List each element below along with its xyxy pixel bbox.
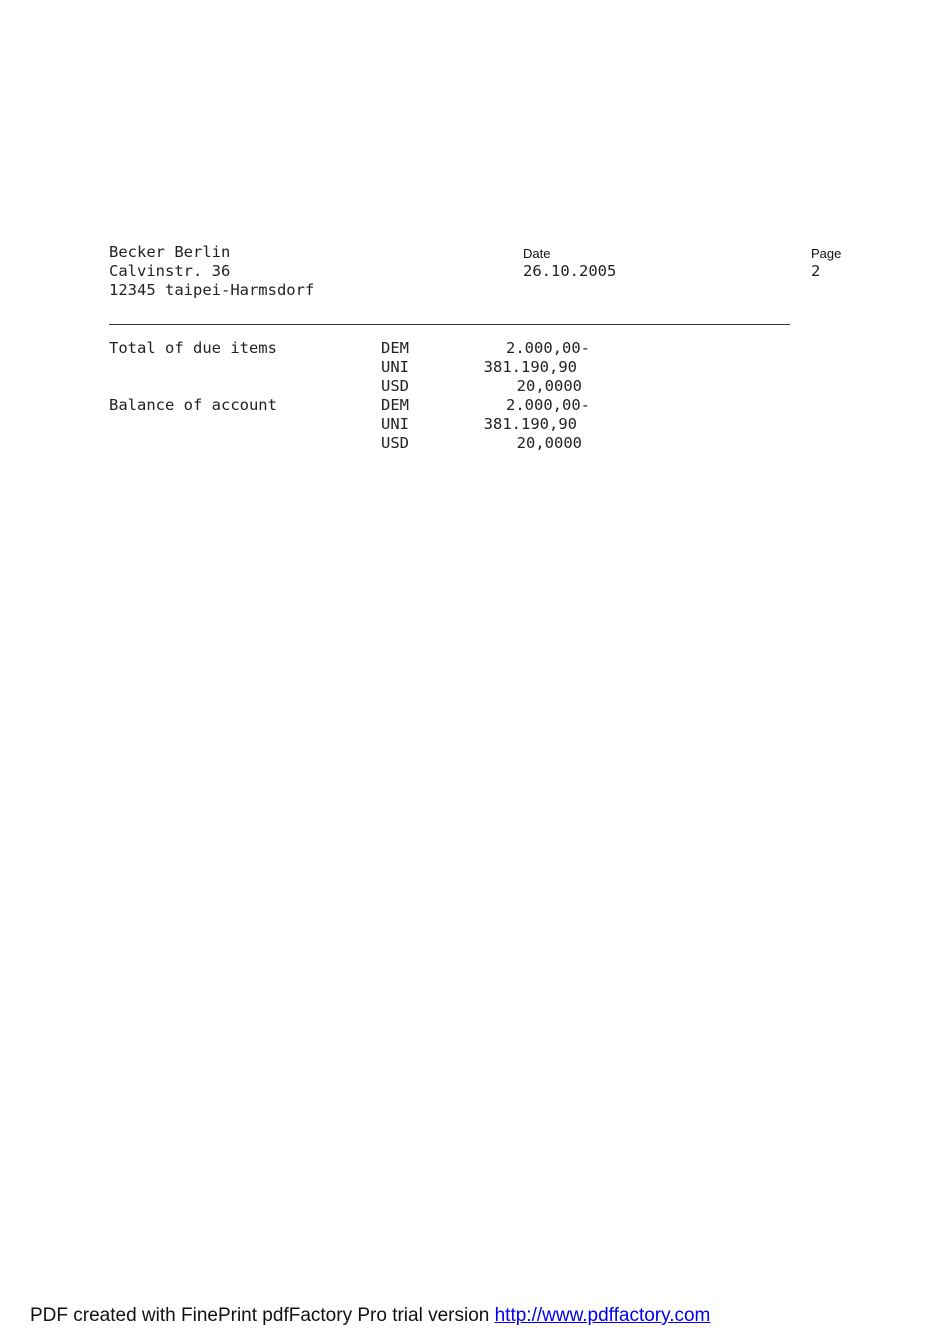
total-due-currency-3: USD xyxy=(381,377,409,395)
total-due-amount-3: 20,0000 xyxy=(516,377,582,395)
footer-text: PDF created with FinePrint pdfFactory Pro trial version xyxy=(30,1305,495,1326)
address-line-3: 12345 taipei-Harmsdorf xyxy=(109,281,315,299)
page-label: Page xyxy=(811,246,842,261)
balance-amount-3: 20,0000 xyxy=(516,434,582,452)
balance-currency-2: UNI xyxy=(381,415,409,433)
footer-link[interactable]: http://www.pdffactory.com xyxy=(494,1305,711,1326)
total-due-amount-1: 2.000,00- xyxy=(506,339,590,357)
balance-label: Balance of account xyxy=(109,396,277,414)
total-due-amount-2: 381.190,90 xyxy=(483,358,577,376)
total-due-label: Total of due items xyxy=(109,339,277,357)
date-value: 26.10.2005 xyxy=(523,262,617,280)
pdf-footer xyxy=(30,1305,710,1327)
balance-amount-2: 381.190,90 xyxy=(483,415,577,433)
balance-amount-1: 2.000,00- xyxy=(506,396,590,414)
address-line-1: Becker Berlin xyxy=(109,243,231,261)
header-divider xyxy=(109,324,790,325)
page-value: 2 xyxy=(811,262,821,280)
total-due-currency-1: DEM xyxy=(381,339,409,357)
date-label: Date xyxy=(523,246,551,261)
balance-currency-1: DEM xyxy=(381,396,409,414)
balance-currency-3: USD xyxy=(381,434,409,452)
address-line-2: Calvinstr. 36 xyxy=(109,262,231,280)
total-due-currency-2: UNI xyxy=(381,358,409,376)
